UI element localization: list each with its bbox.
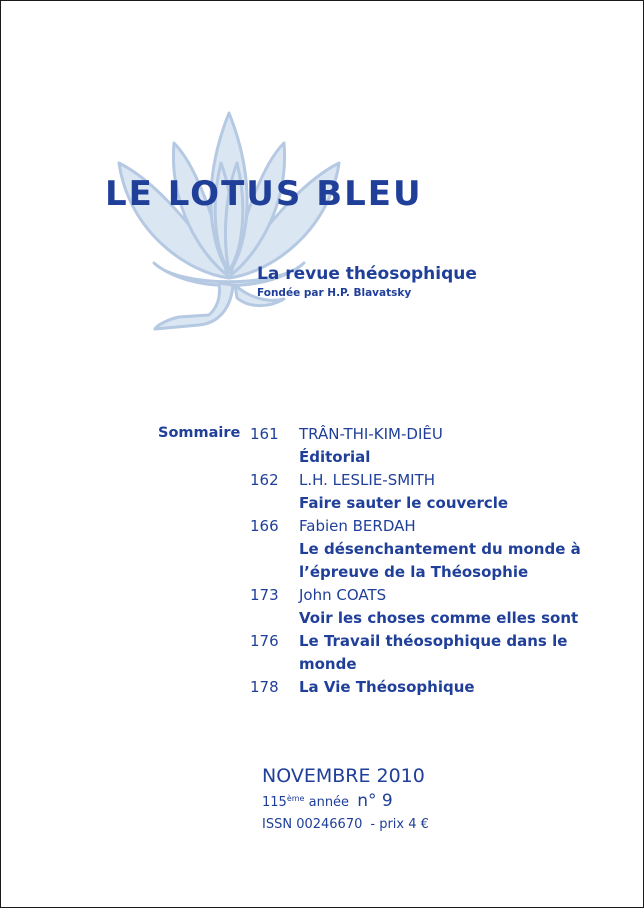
founder-line: Fondée par H.P. Blavatsky — [257, 287, 412, 299]
toc-entry — [250, 515, 590, 584]
issn-line — [262, 814, 429, 836]
toc-page-number: 173 — [250, 586, 279, 604]
toc-author: Fabien BERDAH — [299, 517, 416, 535]
toc-title-continued: l’épreuve de la Théosophie — [299, 563, 529, 581]
toc-entry — [250, 469, 590, 515]
magazine-subtitle: La revue théosophique — [257, 264, 477, 284]
toc-title: Voir les choses comme elles sont — [299, 609, 579, 627]
year-number: 115 — [262, 795, 287, 810]
year-suffix: ème — [286, 794, 305, 803]
toc-title: Le Travail théosophique dans le — [299, 632, 568, 650]
toc-author: L.H. LESLIE-SMITH — [299, 471, 436, 489]
toc-title: La Vie Théosophique — [299, 678, 475, 696]
toc-author: TRÂN-THI-KIM-DIÊU — [299, 425, 443, 443]
price: - prix 4 € — [370, 817, 429, 832]
issue-year-line — [262, 788, 429, 814]
toc-title: Le désenchantement du monde à — [299, 540, 581, 558]
toc-page-number: 176 — [250, 632, 279, 650]
toc-entry — [250, 584, 590, 630]
toc-entry — [250, 423, 590, 469]
toc-entry — [250, 630, 590, 676]
issue-info — [262, 764, 429, 836]
toc-page-number: 166 — [250, 517, 279, 535]
issue-number: n° 9 — [357, 791, 393, 811]
toc-title: Éditorial — [299, 448, 371, 466]
issn: ISSN 00246670 — [262, 817, 363, 832]
year-word: année — [308, 795, 350, 810]
toc-author: John COATS — [299, 586, 387, 604]
magazine-title: LE LOTUS BLEU — [105, 174, 423, 214]
issue-date: NOVEMBRE 2010 — [262, 765, 425, 787]
toc-title-continued: monde — [299, 655, 357, 673]
toc-page-number: 161 — [250, 425, 279, 443]
sommaire-label: Sommaire — [158, 425, 241, 441]
toc-entry — [250, 676, 590, 699]
toc-page-number: 178 — [250, 678, 279, 696]
toc-title: Faire sauter le couvercle — [299, 494, 509, 512]
toc-page-number: 162 — [250, 471, 279, 489]
table-of-contents — [250, 423, 590, 699]
